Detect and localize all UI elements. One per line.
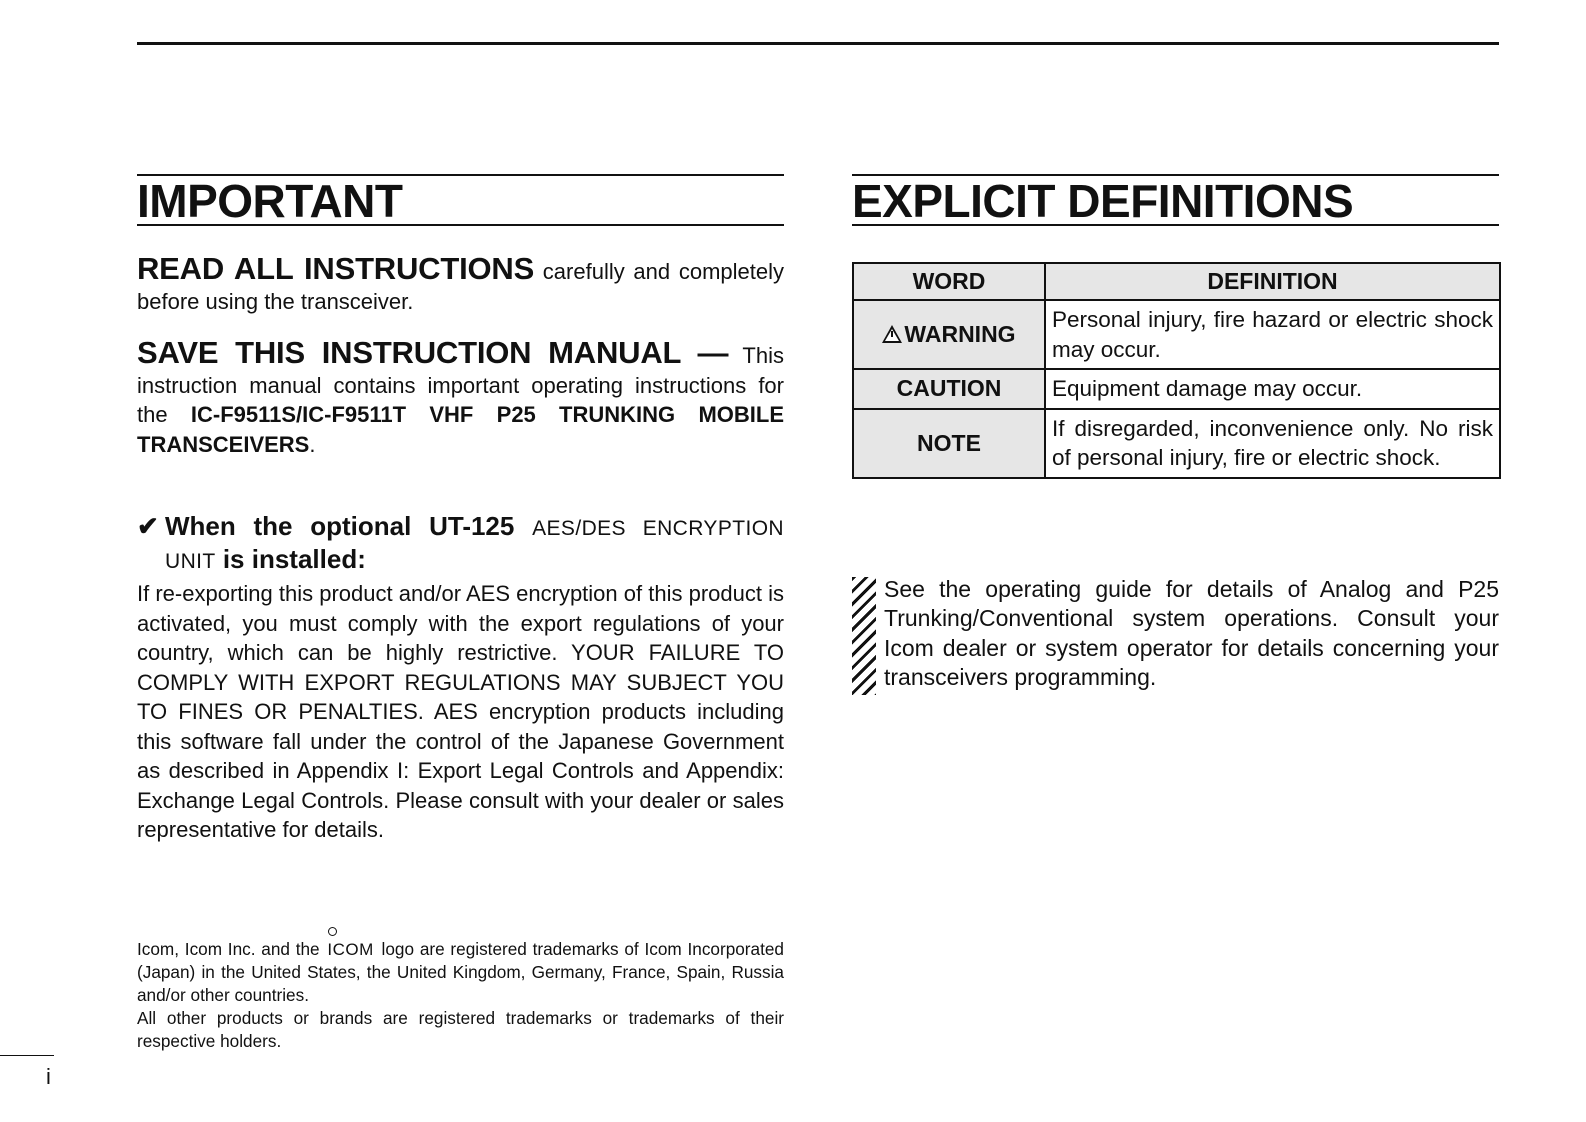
header-definition: DEFINITION (1045, 263, 1500, 300)
header-word: WORD (853, 263, 1045, 300)
trademark-footnote (137, 938, 784, 1053)
save-manual-paragraph (137, 335, 784, 459)
encryption-head-2: is installed: (215, 544, 366, 574)
operating-guide-text: See the operating guide for details of Analog and P25 Trunking/Conventional system operations. Consult your Icom dealer or system operator for details concerning your transceivers programming. (884, 575, 1499, 690)
model-name: IC-F9511S/IC-F9511T VHF P25 TRUNKING MOBILE TRANSCEIVERS (137, 402, 784, 457)
word-caution: CAUTION (853, 369, 1045, 409)
save-manual-end: . (309, 431, 316, 457)
page-number-rule (0, 1055, 54, 1056)
definition-warning: Personal injury, fire hazard or electric shock may occur. (1045, 300, 1500, 369)
encryption-head-1: When the optional UT-125 (165, 511, 533, 541)
important-title: IMPORTANT (137, 174, 784, 226)
read-all-paragraph (137, 251, 784, 316)
word-note: NOTE (853, 409, 1045, 478)
encryption-unit-name: AES/DES ENCRYPTION UNIT (165, 517, 784, 573)
page-number: i (46, 1064, 51, 1089)
definition-note: If disregarded, inconvenience only. No risk of personal injury, fire or electric shock. (1045, 409, 1500, 478)
read-all-lead: READ ALL INSTRUCTIONS (137, 251, 535, 286)
trademark-line-2: All other products or brands are registered trademarks or trademarks of their respective holders. (137, 1008, 784, 1051)
operating-guide-note (852, 575, 1499, 693)
save-manual-lead: SAVE THIS INSTRUCTION MANUAL — (137, 335, 729, 370)
definitions-table (852, 262, 1501, 479)
icom-logo: ICOM (327, 938, 373, 961)
table-row (853, 409, 1500, 478)
definition-caution: Equipment damage may occur. (1045, 369, 1500, 409)
important-column (137, 174, 784, 845)
save-manual-text: This instruction manual contains important operating instructions for the (137, 343, 784, 427)
definitions-title: EXPLICIT DEFINITIONS (852, 174, 1499, 226)
hatch-bar-icon (852, 577, 876, 695)
table-header-row (853, 263, 1500, 300)
table-row (853, 369, 1500, 409)
encryption-heading (137, 511, 784, 577)
checkmark-icon: ✔ (137, 511, 159, 541)
trademark-line-1: Icom, Icom Inc. and the ICOM logo are registered trademarks of Icom Incorporated (Japan) in the United States, the United Kingdom, Germany, France, Spain, Russia and/or other countries. (137, 938, 784, 1007)
warning-triangle-icon (882, 325, 902, 343)
top-rule (137, 42, 1499, 45)
table-row (853, 300, 1500, 369)
export-paragraph: If re-exporting this product and/or AES encryption of this product is activated, you must comply with the export regulations of your country, which can be highly restrictive. YOUR FAILURE TO COMPLY WITH EXPORT REGULATIONS MAY SUBJECT YOU TO FINES OR PENALTIES. AES encryption products including this software fall under the control of the Japanese Government as described in Appendix I: Export Legal Controls and Appendix: Exchange Legal Controls. Please consult with your dealer or sales representative for details. (137, 581, 784, 842)
definitions-column (852, 174, 1499, 693)
word-warning: WARNING (853, 300, 1045, 369)
read-all-text: carefully and completely before using the transceiver. (137, 259, 784, 314)
